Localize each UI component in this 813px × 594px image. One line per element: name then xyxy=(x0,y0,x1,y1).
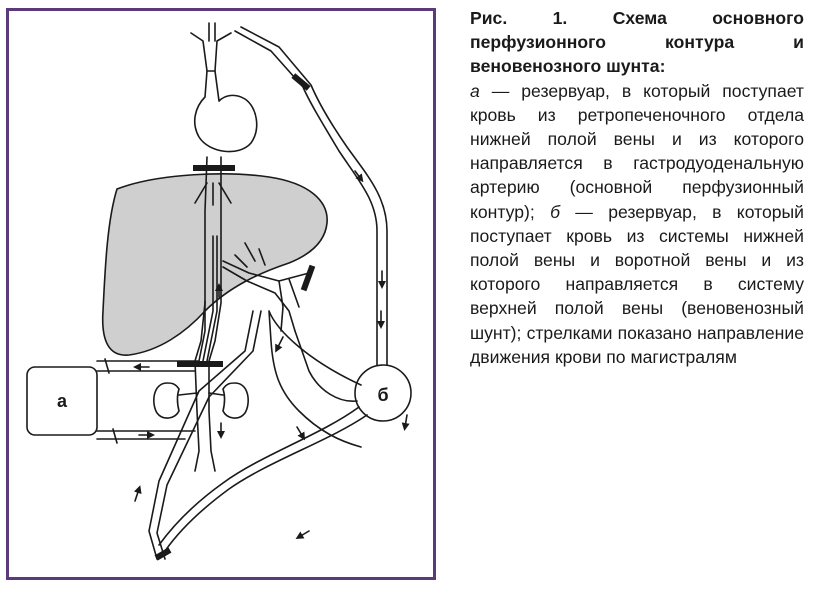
reservoir-a-label: а xyxy=(56,391,68,411)
heart-shape xyxy=(195,71,257,152)
kidney-left xyxy=(154,383,179,418)
caption-text-b: — резервуар, в который поступает кровь из системы нижней полой вены и воротной вены и из которого направляется в систему верхней полой вены (веновенозный шунт); стрелками показано направление движения крови по магистралям xyxy=(470,201,805,367)
figure-caption xyxy=(470,6,804,369)
caption-text-a: — резервуар, в который поступает кровь из ретропеченочного отдела нижней полой вены и из которого направляется в гастродуоденальную артерию (основной перфузионный контур); xyxy=(470,80,804,222)
clamp-upper xyxy=(193,165,235,171)
kidney-right xyxy=(223,383,248,418)
caption-letter-a: а xyxy=(470,80,480,101)
caption-letter-b: б xyxy=(550,201,560,222)
perfusion-diagram xyxy=(9,11,433,577)
figure-frame xyxy=(6,8,436,580)
clamp-lower xyxy=(177,361,223,367)
caption-title: Рис. 1. Схема основного перфузионного контура и веновенозного шунта: xyxy=(470,8,804,77)
clamp-portal xyxy=(301,265,316,291)
reservoir-b-label: б xyxy=(377,385,389,405)
clamp-bottom xyxy=(155,547,172,560)
